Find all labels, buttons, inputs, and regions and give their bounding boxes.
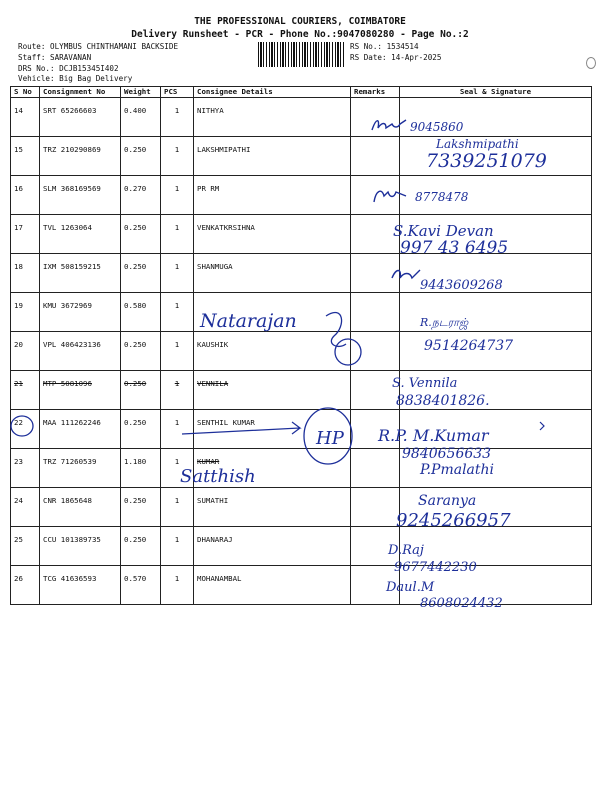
cell-sno: 14	[11, 98, 40, 137]
cell-sno: 19	[11, 293, 40, 332]
rs-date: RS Date: 14-Apr-2025	[350, 53, 442, 62]
cell-consignee: VENNILA	[194, 371, 351, 410]
col-consignee: Consignee Details	[194, 87, 351, 98]
name-17: S.Kavi Devan	[393, 222, 494, 240]
cell-consignee: KUMAR	[194, 449, 351, 488]
cell-pcs: 1	[161, 371, 194, 410]
hp-circle	[304, 408, 352, 464]
cell-consignment: CNR 1865648	[40, 488, 121, 527]
cell-pcs: 1	[161, 488, 194, 527]
phone-24: 9245266957	[396, 510, 511, 531]
company-title: THE PROFESSIONAL COURIERS, COIMBATORE	[194, 16, 406, 27]
phone-21: 8838401826.	[396, 393, 490, 409]
col-weight: Weight	[121, 87, 161, 98]
rs-number: RS No.: 1534514	[350, 42, 419, 51]
cell-weight: 0.250	[121, 137, 161, 176]
cell-pcs: 1	[161, 293, 194, 332]
staff-info: Staff: SARAVANAN	[18, 53, 92, 62]
cell-consignment: TRZ 210290869	[40, 137, 121, 176]
phone-26: 8608024432	[420, 596, 503, 611]
phone-14: 9045860	[410, 120, 464, 134]
name-19: Natarajan	[200, 310, 297, 332]
scribble-mark	[326, 313, 346, 347]
drs-info: DRS No.: DCJB15345I402	[18, 64, 119, 73]
cell-sno: 26	[11, 566, 40, 605]
col-remarks: Remarks	[351, 87, 400, 98]
phone-16: 8778478	[415, 190, 469, 204]
phone-20: 9514264737	[424, 338, 514, 354]
cell-pcs: 1	[161, 566, 194, 605]
cell-consignee: SUMATHI	[194, 488, 351, 527]
cell-weight: 0.250	[121, 254, 161, 293]
cell-pcs: 1	[161, 137, 194, 176]
cell-sno: 18	[11, 254, 40, 293]
cell-weight: 0.570	[121, 566, 161, 605]
cell-sno: 25	[11, 527, 40, 566]
cell-consignee: DHANARAJ	[194, 527, 351, 566]
cell-consignment: KMU 3672969	[40, 293, 121, 332]
arrow-mark	[182, 422, 300, 434]
cell-weight: 0.250	[121, 332, 161, 371]
phone-25: 9677442230	[394, 560, 477, 575]
tamil-19: R.நடராஜ்	[420, 316, 469, 329]
name-23: Satthish	[180, 466, 256, 487]
cell-weight: 0.250	[121, 371, 161, 410]
cell-consignment: TVL 1263064	[40, 215, 121, 254]
cell-pcs: 1	[161, 215, 194, 254]
cell-pcs: 1	[161, 176, 194, 215]
name-24: Saranya	[418, 493, 477, 509]
cell-weight: 0.250	[121, 410, 161, 449]
route-info: Route: OLYMBUS CHINTHAMANI BACKSIDE	[18, 42, 179, 51]
row-20-circle	[335, 339, 361, 365]
cell-consignee: VENKATKRSIHNA	[194, 215, 351, 254]
cell-sno: 23	[11, 449, 40, 488]
phone-17: 997 43 6495	[400, 238, 509, 258]
cell-weight: 0.400	[121, 98, 161, 137]
cell-consignment: IXM 508159215	[40, 254, 121, 293]
sig-23: P.Pmalathi	[420, 462, 495, 478]
col-consignment: Consignment No	[40, 87, 121, 98]
cell-consignee: LAKSHMIPATHI	[194, 137, 351, 176]
col-sno: S No	[11, 87, 40, 98]
tick-mark	[540, 422, 544, 430]
cell-sno: 21	[11, 371, 40, 410]
col-pcs: PCS	[161, 87, 194, 98]
cell-sno: 17	[11, 215, 40, 254]
cell-weight: 0.250	[121, 488, 161, 527]
cell-weight: 0.270	[121, 176, 161, 215]
cell-consignment: TRZ 71260539	[40, 449, 121, 488]
cell-pcs: 1	[161, 254, 194, 293]
cell-consignment: SRT 65266603	[40, 98, 121, 137]
name-15: Lakshmipathi	[436, 137, 519, 151]
cell-consignee: SHANMUGA	[194, 254, 351, 293]
cell-pcs: 1	[161, 410, 194, 449]
cell-pcs: 1	[161, 527, 194, 566]
cell-sno: 24	[11, 488, 40, 527]
cell-consignment: MAA 111262246	[40, 410, 121, 449]
cell-weight: 0.580	[121, 293, 161, 332]
cell-consignee: NITHYA	[194, 98, 351, 137]
row-22-circle	[11, 416, 33, 436]
cell-consignee: PR RM	[194, 176, 351, 215]
cell-weight: 0.250	[121, 215, 161, 254]
cell-consignee: MOHANAMBAL	[194, 566, 351, 605]
name-21: S. Vennila	[392, 376, 458, 391]
cell-consignment: MTP 5081096	[40, 371, 121, 410]
col-signature: Seal & Signature	[400, 87, 592, 98]
hp-mark: HP	[316, 428, 344, 449]
cell-weight: 1.180	[121, 449, 161, 488]
cell-consignee: KAUSHIK	[194, 332, 351, 371]
phone-18: 9443609268	[420, 278, 503, 293]
name-25: D.Raj	[388, 543, 424, 558]
name-22: R.P. M.Kumar	[378, 426, 489, 445]
phone-22: 9840656633	[402, 446, 492, 462]
cell-pcs: 1	[161, 98, 194, 137]
cell-consignment: VPL 406423136	[40, 332, 121, 371]
cell-consignee: SENTHIL KUMAR	[194, 410, 351, 449]
cell-pcs: 1	[161, 449, 194, 488]
cell-consignment: TCG 41636593	[40, 566, 121, 605]
runsheet-subtitle: Delivery Runsheet - PCR - Phone No.:9047080280 - Page No.:2	[131, 29, 469, 40]
cell-pcs: 1	[161, 332, 194, 371]
phone-15: 7339251079	[426, 150, 547, 172]
cell-consignment: CCU 101389735	[40, 527, 121, 566]
cell-consignment: SLM 368169569	[40, 176, 121, 215]
cell-sno: 20	[11, 332, 40, 371]
name-26: Daul.M	[386, 580, 435, 595]
vehicle-info: Vehicle: Big Bag Delivery	[18, 74, 133, 83]
cell-weight: 0.250	[121, 527, 161, 566]
cell-sno: 15	[11, 137, 40, 176]
cell-sno: 16	[11, 176, 40, 215]
cell-sno: 22	[11, 410, 40, 449]
